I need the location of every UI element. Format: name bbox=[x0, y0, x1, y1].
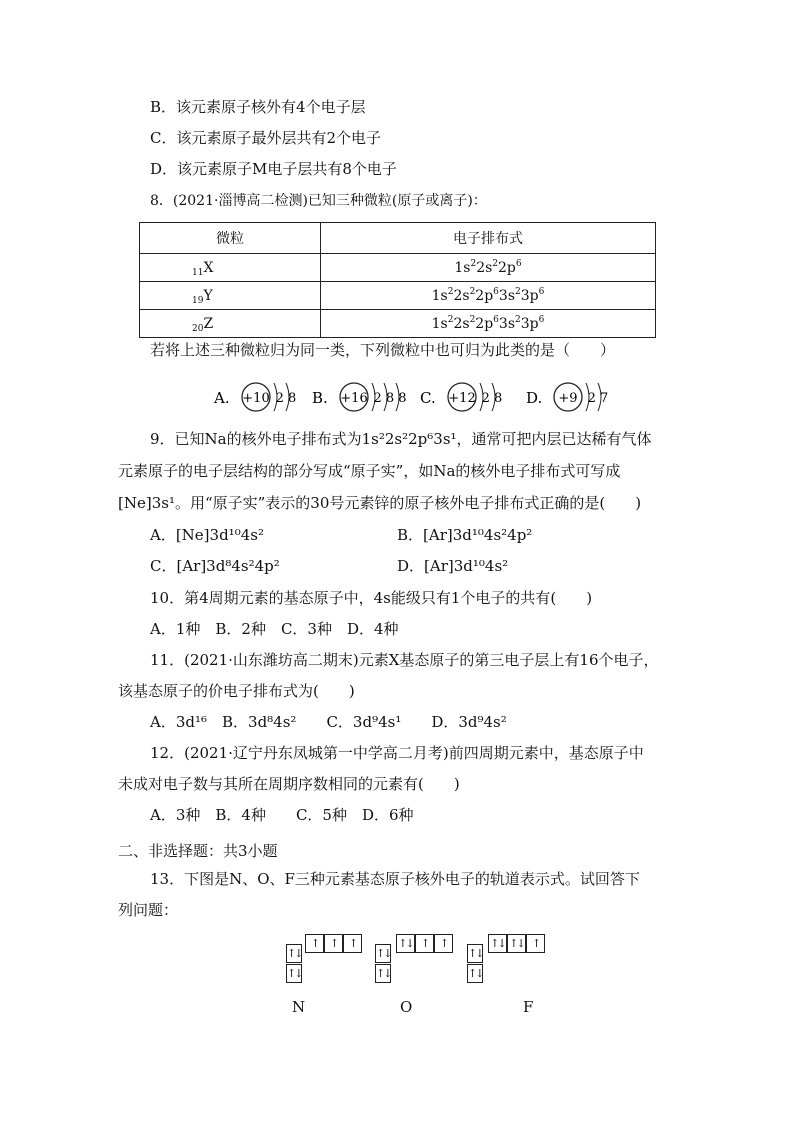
q9-option-a: A．[Ne]3d¹⁰4s² bbox=[150, 526, 264, 544]
option-d-letter: D. bbox=[526, 389, 543, 407]
orbital-box-2s: ↑↓ bbox=[375, 964, 391, 983]
orbital-box-2p: ↑ bbox=[324, 934, 343, 953]
table-header-particle: 微粒 bbox=[140, 223, 321, 254]
orbital-box-2p: ↑↓ bbox=[507, 934, 526, 953]
config-y: $1s^22s^22p^63s^23p^6$ bbox=[321, 282, 656, 310]
particle-x: $_{11}$X bbox=[140, 254, 321, 282]
q7-option-d: D．该元素原子M电子层共有8个电子 bbox=[150, 160, 397, 178]
atom-a-nucleus: +10 bbox=[242, 391, 270, 406]
q10-options: A．1种 B．2种 C．3种 D．4种 bbox=[150, 620, 399, 638]
atom-c-nucleus: +12 bbox=[448, 391, 476, 406]
q7-option-b: B．该元素原子核外有4个电子层 bbox=[150, 98, 366, 116]
particle-y: $_{19}$Y bbox=[140, 282, 321, 310]
q12-options: A．3种 B．4种 C．5种 D．6种 bbox=[150, 806, 414, 824]
orbital-box-2p: ↑ bbox=[415, 934, 434, 953]
q10-stem: 10．第4周期元素的基态原子中，4s能级只有1个电子的共有( ) bbox=[150, 589, 593, 607]
q11-line2: 该基态原子的价电子排布式为( ) bbox=[118, 682, 355, 700]
table-row bbox=[140, 282, 656, 310]
q9-line3: [Ne]3s¹。用“原子实”表示的30号元素锌的原子核外电子排布式正确的是( ) bbox=[118, 494, 642, 512]
atom-d-shells: 2 7 bbox=[587, 391, 609, 406]
orbital-box-2p: ↑↓ bbox=[488, 934, 507, 953]
q12-line1: 12．(2021·辽宁丹东凤城第一中学高二月考)前四周期元素中，基态原子中 bbox=[150, 744, 644, 762]
option-c-letter: C. bbox=[420, 389, 436, 407]
q11-line1: 11．(2021·山东潍坊高二期末)元素X基态原子的第三电子层上有16个电子， bbox=[150, 651, 659, 669]
q9-option-b: B．[Ar]3d¹⁰4s²4p² bbox=[397, 526, 533, 544]
atom-b bbox=[340, 383, 407, 411]
orbital-box-1s: ↑↓ bbox=[467, 944, 483, 963]
option-a-letter: A. bbox=[214, 389, 230, 407]
orbital-box-2p: ↑ bbox=[526, 934, 545, 953]
label-n: N bbox=[292, 998, 306, 1016]
q8-stem: 8．(2021·淄博高二检测)已知三种微粒(原子或离子)： bbox=[150, 193, 487, 209]
config-z: $1s^22s^22p^63s^23p^6$ bbox=[321, 310, 656, 338]
atom-c bbox=[448, 383, 502, 411]
atom-c-shells: 2 8 bbox=[481, 391, 503, 406]
table-header-config: 电子排布式 bbox=[321, 223, 656, 254]
orbital-box-2s: ↑↓ bbox=[467, 964, 483, 983]
particle-z: $_{20}$Z bbox=[140, 310, 321, 338]
option-b-letter: B. bbox=[312, 389, 328, 407]
electron-config-table bbox=[139, 222, 656, 338]
q12-line2: 未成对电子数与其所在周期序数相同的元素有( ) bbox=[118, 775, 460, 793]
q9-option-d: D．[Ar]3d¹⁰4s² bbox=[397, 557, 509, 575]
orbital-box-1s: ↑↓ bbox=[375, 944, 391, 963]
atom-b-nucleus: +16 bbox=[340, 391, 368, 406]
q11-options: A．3d¹⁶ B．3d⁸4s² C．3d⁹4s¹ D．3d⁹4s² bbox=[150, 713, 507, 731]
label-f: F bbox=[523, 998, 534, 1016]
atom-structure-options bbox=[206, 377, 626, 417]
orbital-box-2p: ↑↓ bbox=[396, 934, 415, 953]
q13-line2: 列问题： bbox=[118, 901, 179, 919]
orbital-box-2s: ↑↓ bbox=[286, 964, 302, 983]
orbital-box-1s: ↑↓ bbox=[286, 944, 302, 963]
q13-line1: 13．下图是N、O、F三种元素基态原子核外电子的轨道表示式。试回答下 bbox=[150, 870, 640, 888]
orbital-box-2p: ↑ bbox=[305, 934, 324, 953]
orbital-box-2p: ↑ bbox=[343, 934, 362, 953]
config-x: $1s^22s^22p^6$ bbox=[321, 254, 656, 282]
q7-option-c: C．该元素原子最外层共有2个电子 bbox=[150, 129, 382, 147]
q9-line2: 元素原子的电子层结构的部分写成“原子实”，如Na的核外电子排布式可写成 bbox=[118, 462, 621, 480]
q8-question: 若将上述三种微粒归为同一类，下列微粒中也可归为此类的是（ ） bbox=[150, 341, 616, 359]
label-o: O bbox=[400, 998, 413, 1016]
atom-b-shells: 2 8 8 bbox=[373, 391, 407, 406]
orbital-box-2p: ↑ bbox=[434, 934, 453, 953]
table-row bbox=[140, 254, 656, 282]
atom-d bbox=[554, 383, 608, 411]
q9-line1: 9．已知Na的核外电子排布式为1s²2s²2p⁶3s¹，通常可把内层已达稀有气体 bbox=[150, 430, 652, 448]
q9-option-c: C．[Ar]3d⁸4s²4p² bbox=[150, 557, 280, 575]
section-heading: 二、非选择题：共3小题 bbox=[118, 842, 278, 860]
table-row bbox=[140, 310, 656, 338]
atom-d-nucleus: +9 bbox=[558, 391, 578, 406]
atom-a-shells: 2 8 bbox=[275, 391, 297, 406]
atom-a bbox=[242, 383, 296, 411]
